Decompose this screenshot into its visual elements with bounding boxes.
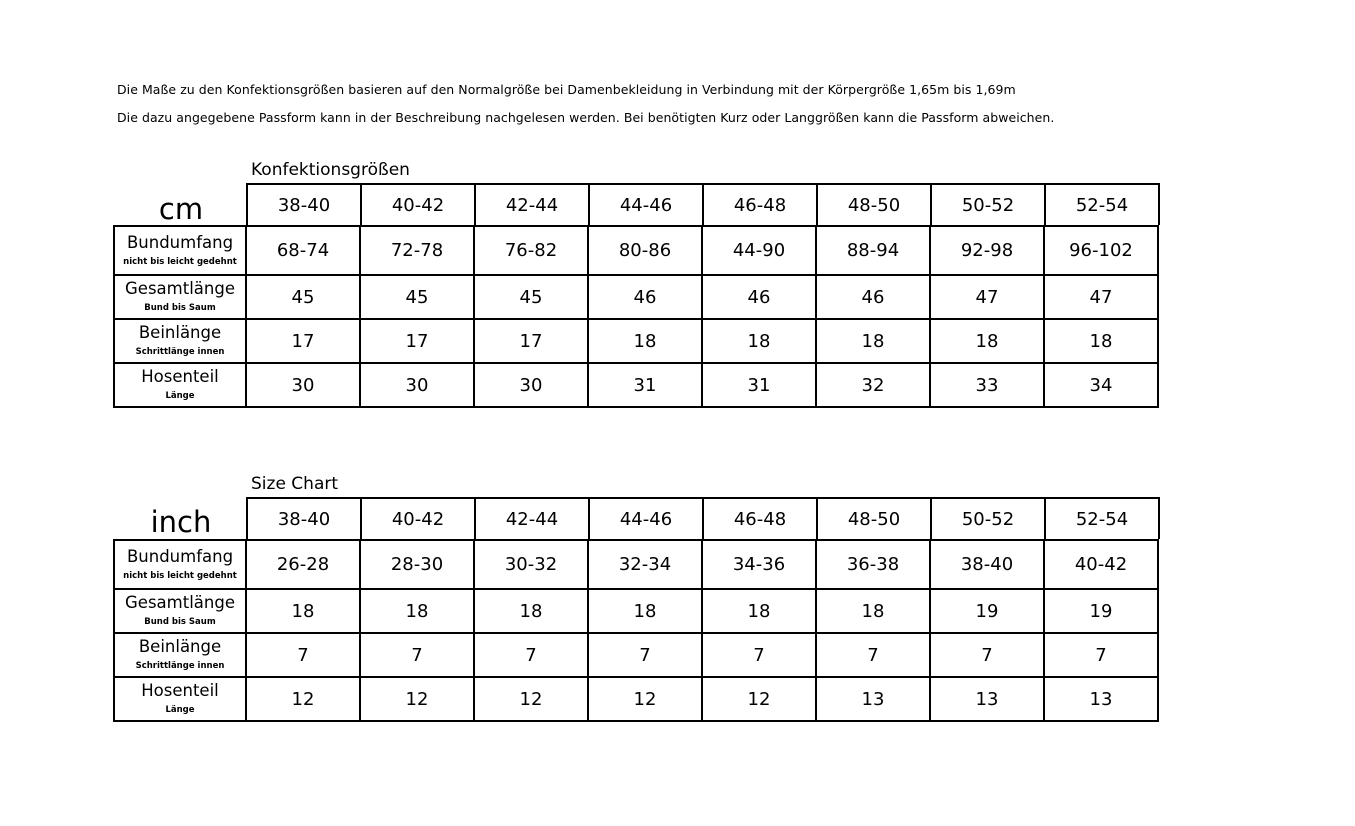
- size-header-cell: 52-54: [1046, 185, 1160, 225]
- measurement-cell: 33: [930, 363, 1044, 407]
- row-label-cell: [114, 226, 246, 275]
- measurement-cell: 28-30: [360, 540, 474, 589]
- size-header-cell: 50-52: [932, 499, 1046, 539]
- measurement-cell: 18: [588, 319, 702, 363]
- measurement-cell: 12: [246, 677, 360, 721]
- measurement-cell: 7: [1044, 633, 1158, 677]
- measurement-cell: 68-74: [246, 226, 360, 275]
- measurement-cell: 12: [702, 677, 816, 721]
- size-header-cell: 38-40: [248, 499, 362, 539]
- size-header-cell: 48-50: [818, 499, 932, 539]
- measurement-cell: 30: [360, 363, 474, 407]
- measurement-cell: 18: [816, 589, 930, 633]
- measurement-cell: 30: [474, 363, 588, 407]
- measurement-cell: 47: [1044, 275, 1158, 319]
- measurement-cell: 46: [702, 275, 816, 319]
- measurement-cell: 17: [360, 319, 474, 363]
- table-row: [114, 633, 1158, 677]
- measurement-cell: 13: [816, 677, 930, 721]
- intro-line-2: Die dazu angegebene Passform kann in der Beschreibung nachgelesen werden. Bei benötigten Kurz oder Langgrößen kann die Passform abweichen.: [117, 110, 1055, 125]
- measurement-cell: 18: [702, 319, 816, 363]
- measurement-cell: 32-34: [588, 540, 702, 589]
- size-header-cell: 44-46: [590, 499, 704, 539]
- measurement-cell: 30: [246, 363, 360, 407]
- row-label: Beinlänge: [138, 637, 222, 656]
- measurement-cell: 18: [360, 589, 474, 633]
- measurement-cell: 13: [930, 677, 1044, 721]
- measurement-cell: 7: [702, 633, 816, 677]
- measurement-cell: 45: [474, 275, 588, 319]
- measurement-cell: 92-98: [930, 226, 1044, 275]
- size-header-cell: 48-50: [818, 185, 932, 225]
- measurement-cell: 19: [1044, 589, 1158, 633]
- size-header-cell: 52-54: [1046, 499, 1160, 539]
- cm-unit-label: cm: [158, 192, 204, 226]
- table-row: [114, 319, 1158, 363]
- cm-measurement-table: [113, 225, 1159, 408]
- table-row: [114, 677, 1158, 721]
- row-sublabel: nicht bis leicht gedehnt: [123, 256, 237, 267]
- measurement-cell: 40-42: [1044, 540, 1158, 589]
- row-sublabel: Länge: [165, 391, 195, 401]
- measurement-cell: 34: [1044, 363, 1158, 407]
- measurement-cell: 12: [360, 677, 474, 721]
- measurement-cell: 72-78: [360, 226, 474, 275]
- measurement-cell: 38-40: [930, 540, 1044, 589]
- measurement-cell: 31: [702, 363, 816, 407]
- size-header-cell: 44-46: [590, 185, 704, 225]
- measurement-cell: 12: [474, 677, 588, 721]
- measurement-cell: 76-82: [474, 226, 588, 275]
- size-header-cell: 40-42: [362, 499, 476, 539]
- row-sublabel: nicht bis leicht gedehnt: [123, 570, 237, 581]
- table-row: [114, 275, 1158, 319]
- row-label: Beinlänge: [138, 323, 222, 342]
- measurement-cell: 12: [588, 677, 702, 721]
- row-label-cell: [114, 589, 246, 633]
- measurement-cell: 18: [1044, 319, 1158, 363]
- measurement-cell: 45: [360, 275, 474, 319]
- measurement-cell: 7: [474, 633, 588, 677]
- measurement-cell: 18: [246, 589, 360, 633]
- measurement-cell: 7: [930, 633, 1044, 677]
- measurement-cell: 45: [246, 275, 360, 319]
- measurement-cell: 96-102: [1044, 226, 1158, 275]
- size-header-cell: 40-42: [362, 185, 476, 225]
- measurement-cell: 17: [474, 319, 588, 363]
- inch-size-header-row: [246, 497, 1160, 539]
- row-label: Gesamtlänge: [125, 593, 235, 612]
- row-label: Hosenteil: [141, 681, 219, 700]
- measurement-cell: 18: [702, 589, 816, 633]
- table-row: [114, 589, 1158, 633]
- row-sublabel: Bund bis Saum: [144, 303, 216, 313]
- row-sublabel: Länge: [165, 705, 195, 715]
- measurement-cell: 46: [588, 275, 702, 319]
- measurement-cell: 30-32: [474, 540, 588, 589]
- measurement-cell: 36-38: [816, 540, 930, 589]
- inch-measurement-table: [113, 539, 1159, 722]
- measurement-cell: 44-90: [702, 226, 816, 275]
- cm-size-header-row: [246, 183, 1160, 225]
- measurement-cell: 26-28: [246, 540, 360, 589]
- row-label-cell: [114, 363, 246, 407]
- size-header-cell: 50-52: [932, 185, 1046, 225]
- row-label: Gesamtlänge: [125, 279, 235, 298]
- measurement-cell: 7: [246, 633, 360, 677]
- measurement-cell: 18: [816, 319, 930, 363]
- measurement-cell: 47: [930, 275, 1044, 319]
- row-label: Bundumfang: [126, 546, 234, 566]
- intro-line-1: Die Maße zu den Konfektionsgrößen basieren auf den Normalgröße bei Damenbekleidung in Verbindung mit der Körpergröße 1,65m bis 1,69m: [117, 82, 1016, 97]
- measurement-cell: 18: [588, 589, 702, 633]
- measurement-cell: 13: [1044, 677, 1158, 721]
- row-sublabel: Schrittlänge innen: [135, 347, 225, 357]
- row-label-cell: [114, 540, 246, 589]
- measurement-cell: 32: [816, 363, 930, 407]
- measurement-cell: 17: [246, 319, 360, 363]
- size-header-cell: 38-40: [248, 185, 362, 225]
- measurement-cell: 46: [816, 275, 930, 319]
- table-row: [114, 226, 1158, 275]
- table-row: [114, 363, 1158, 407]
- size-header-cell: 46-48: [704, 185, 818, 225]
- row-label: Hosenteil: [141, 367, 219, 386]
- measurement-cell: 31: [588, 363, 702, 407]
- row-sublabel: Bund bis Saum: [144, 617, 216, 627]
- size-header-cell: 46-48: [704, 499, 818, 539]
- measurement-cell: 7: [588, 633, 702, 677]
- size-header-cell: 42-44: [476, 185, 590, 225]
- measurement-cell: 19: [930, 589, 1044, 633]
- row-label-cell: [114, 677, 246, 721]
- row-label-cell: [114, 633, 246, 677]
- inch-unit-label: inch: [150, 505, 212, 539]
- measurement-cell: 88-94: [816, 226, 930, 275]
- measurement-cell: 80-86: [588, 226, 702, 275]
- measurement-cell: 18: [474, 589, 588, 633]
- table-row: [114, 540, 1158, 589]
- row-label-cell: [114, 275, 246, 319]
- measurement-cell: 7: [360, 633, 474, 677]
- measurement-cell: 34-36: [702, 540, 816, 589]
- cm-table-title: Konfektionsgrößen: [251, 160, 410, 180]
- size-header-cell: 42-44: [476, 499, 590, 539]
- measurement-cell: 18: [930, 319, 1044, 363]
- row-label: Bundumfang: [126, 232, 234, 252]
- inch-table-title: Size Chart: [251, 474, 339, 494]
- row-label-cell: [114, 319, 246, 363]
- measurement-cell: 7: [816, 633, 930, 677]
- row-sublabel: Schrittlänge innen: [135, 661, 225, 671]
